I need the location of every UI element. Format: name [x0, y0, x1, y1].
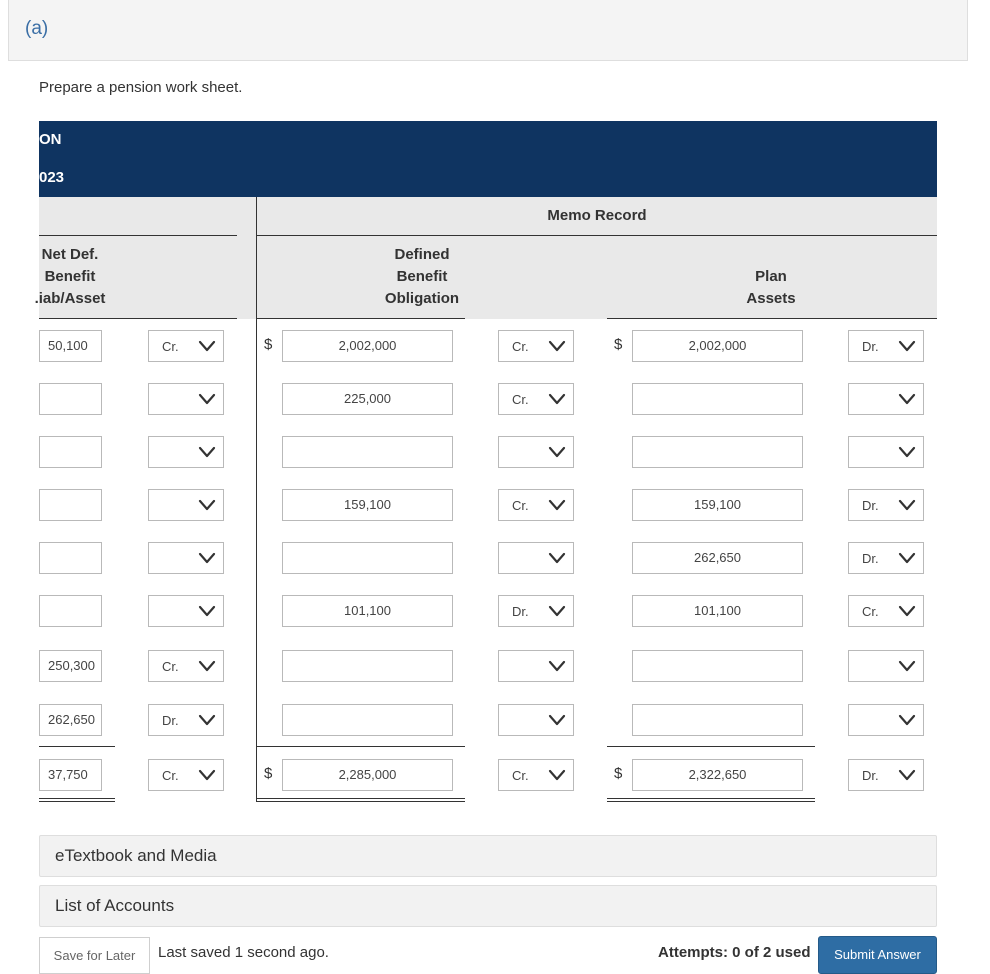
save-for-later-button[interactable]: Save for Later — [39, 937, 150, 974]
plan-assets-side-select[interactable] — [848, 542, 924, 574]
select-value: Dr. — [862, 551, 879, 566]
memo-divider — [256, 197, 257, 319]
dbo-side-select[interactable] — [498, 650, 574, 682]
select-value: Dr. — [862, 339, 879, 354]
header-bottom-rule — [257, 318, 465, 319]
dbo-side-select[interactable] — [498, 489, 574, 521]
dbo-side-select[interactable] — [498, 436, 574, 468]
chevron-down-icon — [548, 498, 566, 512]
chevron-down-icon — [198, 659, 216, 673]
worksheet-row — [0, 489, 990, 521]
dbo-side-select[interactable] — [498, 330, 574, 362]
select-value: Dr. — [162, 713, 179, 728]
worksheet-row — [0, 542, 990, 574]
chevron-down-icon — [898, 392, 916, 406]
header-bottom-rule — [607, 318, 937, 319]
net-def-amount-input[interactable]: 250,300 — [39, 650, 102, 682]
chevron-down-icon — [198, 604, 216, 618]
chevron-down-icon — [548, 768, 566, 782]
plan-assets-side-select[interactable] — [848, 330, 924, 362]
total-double-rule — [607, 798, 815, 799]
dollar-sign: $ — [264, 336, 273, 353]
chevron-down-icon — [898, 551, 916, 565]
net-def-side-select[interactable] — [148, 759, 224, 791]
chevron-down-icon — [548, 604, 566, 618]
chevron-down-icon — [198, 713, 216, 727]
attempts-counter: Attempts: 0 of 2 used — [658, 944, 811, 961]
select-value: Cr. — [862, 604, 879, 619]
chevron-down-icon — [548, 551, 566, 565]
worksheet-row — [0, 383, 990, 415]
plan-assets-amount-input[interactable]: 2,002,000 — [632, 330, 803, 362]
dollar-sign: $ — [264, 765, 273, 782]
plan-assets-amount-input[interactable] — [632, 436, 803, 468]
select-value: Cr. — [512, 768, 529, 783]
chevron-down-icon — [548, 339, 566, 353]
select-value: Cr. — [162, 659, 179, 674]
net-def-amount-input[interactable] — [39, 489, 102, 521]
chevron-down-icon — [898, 659, 916, 673]
total-double-rule — [607, 801, 815, 802]
select-value: Dr. — [862, 498, 879, 513]
net-def-amount-input[interactable] — [39, 542, 102, 574]
worksheet-title-banner — [39, 121, 937, 197]
net-def-side-select[interactable] — [148, 650, 224, 682]
chevron-down-icon — [198, 392, 216, 406]
plan-assets-amount-input[interactable]: 2,322,650 — [632, 759, 803, 791]
last-saved-status: Last saved 1 second ago. — [158, 944, 329, 961]
dbo-amount-input[interactable]: 225,000 — [282, 383, 453, 415]
worksheet-row — [0, 759, 990, 791]
net-def-side-select[interactable] — [148, 330, 224, 362]
net-def-side-select[interactable] — [148, 383, 224, 415]
chevron-down-icon — [198, 551, 216, 565]
chevron-down-icon — [898, 339, 916, 353]
header-line: Plan — [755, 268, 787, 285]
banner-line-1: ON — [39, 131, 62, 148]
dbo-side-select[interactable] — [498, 595, 574, 627]
subtotal-rule — [257, 746, 465, 747]
plan-assets-amount-input[interactable] — [632, 383, 803, 415]
total-double-rule — [39, 801, 115, 802]
header-line: Defined — [394, 246, 450, 263]
header-rule — [39, 235, 237, 236]
header-bottom-rule — [39, 318, 237, 319]
chevron-down-icon — [898, 713, 916, 727]
net-def-amount-input[interactable]: 37,750 — [39, 759, 102, 791]
plan-assets-side-select[interactable] — [848, 650, 924, 682]
worksheet-row — [0, 704, 990, 736]
select-value: Cr. — [512, 339, 529, 354]
dbo-side-select[interactable] — [498, 383, 574, 415]
chevron-down-icon — [198, 498, 216, 512]
worksheet-row — [0, 330, 990, 362]
net-def-side-select[interactable] — [148, 436, 224, 468]
net-def-side-select[interactable] — [148, 704, 224, 736]
header-line: Net Def. — [41, 246, 99, 263]
total-double-rule — [39, 798, 115, 799]
dbo-side-select[interactable] — [498, 542, 574, 574]
chevron-down-icon — [898, 445, 916, 459]
worksheet-row — [0, 595, 990, 627]
memo-record-title: Memo Record — [547, 207, 647, 224]
worksheet-row — [0, 650, 990, 682]
plan-assets-amount-input[interactable]: 159,100 — [632, 489, 803, 521]
net-def-header — [30, 244, 110, 310]
plan-assets-amount-input[interactable]: 262,650 — [632, 542, 803, 574]
select-value: Dr. — [512, 604, 529, 619]
header-rule — [257, 235, 937, 236]
chevron-down-icon — [548, 445, 566, 459]
banner-line-2: 023 — [39, 169, 65, 186]
dollar-sign: $ — [614, 765, 623, 782]
dbo-amount-input[interactable]: 159,100 — [282, 489, 453, 521]
dollar-sign: $ — [614, 336, 623, 353]
plan-assets-amount-input[interactable] — [632, 704, 803, 736]
select-value: Cr. — [512, 392, 529, 407]
chevron-down-icon — [548, 659, 566, 673]
plan-assets-side-select[interactable] — [848, 759, 924, 791]
net-def-amount-input[interactable] — [39, 595, 102, 627]
subtotal-rule — [607, 746, 815, 747]
submit-answer-button[interactable]: Submit Answer — [818, 936, 937, 974]
chevron-down-icon — [898, 604, 916, 618]
plan-assets-amount-input[interactable]: 101,100 — [632, 595, 803, 627]
plan-assets-side-select[interactable] — [848, 436, 924, 468]
net-def-side-select[interactable] — [148, 595, 224, 627]
dbo-side-select[interactable] — [498, 759, 574, 791]
total-double-rule — [257, 798, 465, 799]
subtotal-rule — [39, 746, 115, 747]
plan-assets-side-select[interactable] — [848, 383, 924, 415]
header-line: Benefit — [396, 268, 448, 285]
plan-assets-side-select[interactable] — [848, 704, 924, 736]
select-value: Cr. — [512, 498, 529, 513]
chevron-down-icon — [548, 392, 566, 406]
dbo-header — [362, 244, 482, 310]
dbo-amount-input[interactable] — [282, 542, 453, 574]
net-def-side-select[interactable] — [148, 542, 224, 574]
question-prompt: Prepare a pension work sheet. — [39, 79, 243, 96]
select-value: Dr. — [862, 768, 879, 783]
chevron-down-icon — [898, 768, 916, 782]
chevron-down-icon — [198, 445, 216, 459]
dbo-amount-input[interactable] — [282, 650, 453, 682]
etextbook-accordion[interactable]: eTextbook and Media — [39, 835, 937, 877]
part-label: (a) — [25, 18, 49, 39]
worksheet-row — [0, 436, 990, 468]
total-double-rule — [257, 801, 465, 802]
net-def-amount-input[interactable]: 50,100 — [39, 330, 102, 362]
net-def-amount-input[interactable] — [39, 436, 102, 468]
chevron-down-icon — [198, 768, 216, 782]
part-header — [8, 0, 968, 61]
plan-assets-amount-input[interactable] — [632, 650, 803, 682]
list-of-accounts-accordion[interactable]: List of Accounts — [39, 885, 937, 927]
dbo-amount-input[interactable] — [282, 436, 453, 468]
header-line: Assets — [746, 290, 796, 307]
dbo-amount-input[interactable]: 2,002,000 — [282, 330, 453, 362]
header-line: Benefit — [44, 268, 96, 285]
dbo-side-select[interactable] — [498, 704, 574, 736]
chevron-down-icon — [198, 339, 216, 353]
net-def-amount-input[interactable] — [39, 383, 102, 415]
plan-assets-side-select[interactable] — [848, 595, 924, 627]
net-def-side-select[interactable] — [148, 489, 224, 521]
chevron-down-icon — [898, 498, 916, 512]
dbo-amount-input[interactable]: 2,285,000 — [282, 759, 453, 791]
header-line: .iab/Asset — [34, 290, 106, 307]
chevron-down-icon — [548, 713, 566, 727]
select-value: Cr. — [162, 339, 179, 354]
header-line: Obligation — [384, 290, 460, 307]
select-value: Cr. — [162, 768, 179, 783]
plan-assets-header — [731, 266, 811, 310]
plan-assets-side-select[interactable] — [848, 489, 924, 521]
dbo-amount-input[interactable]: 101,100 — [282, 595, 453, 627]
net-def-amount-input[interactable]: 262,650 — [39, 704, 102, 736]
dbo-amount-input[interactable] — [282, 704, 453, 736]
